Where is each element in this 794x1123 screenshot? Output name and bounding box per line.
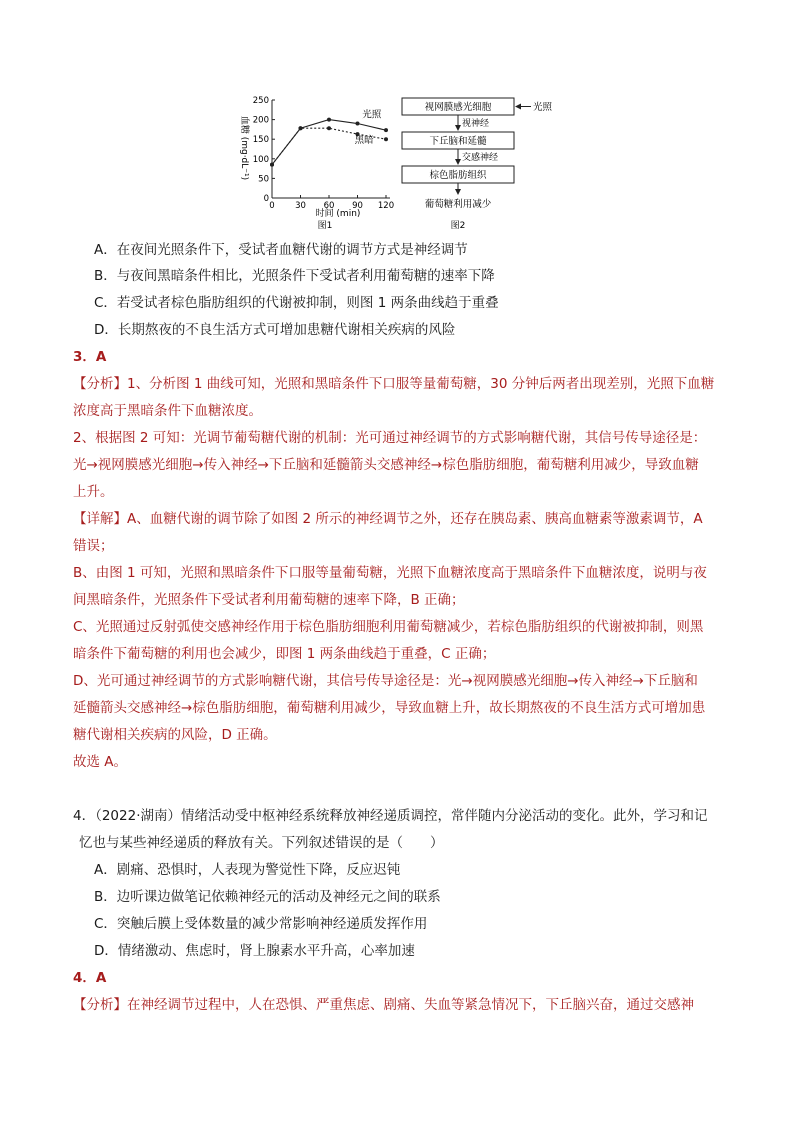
fig2-output-text: 葡萄糖利用减少 — [424, 199, 492, 210]
fig2-input-label: 光照 — [533, 102, 553, 113]
detail-line: 延髓箭头交感神经→棕色脂肪细胞，葡萄糖利用减少，导致血糖上升，故长期熬夜的不良生活方式可增加患 — [73, 700, 706, 716]
fig2-box-1-label: 视网膜感光细胞 — [424, 102, 492, 113]
fig1-ylabel: 血糖 (mg·dL⁻¹) — [239, 115, 249, 181]
analysis-line: 浓度高于黑暗条件下血糖浓度。 — [73, 403, 262, 419]
fig2-caption: 图2 — [450, 221, 466, 231]
x-tick-label: 0 — [269, 201, 275, 211]
figure1-chart — [239, 96, 394, 231]
y-tick-label: 100 — [252, 154, 269, 165]
option-b: B．与夜间黑暗条件相比，光照条件下受试者利用葡萄糖的速率下降 — [94, 268, 495, 284]
detail-line: 【详解】A、血糖代谢的调节除了如图 2 所示的神经调节之外，还存在胰岛素、胰高血糖素等激素调节，A — [73, 511, 703, 527]
question-4-stem: 4．（2022·湖南）情绪活动受中枢神经系统释放神经递质调控，常伴随内分泌活动的变化。此外，学习和记 — [73, 808, 708, 824]
analysis-line: 上升。 — [73, 484, 114, 500]
x-tick-label: 120 — [377, 201, 395, 211]
y-tick-label: 250 — [252, 96, 269, 106]
y-tick-label: 0 — [263, 194, 269, 204]
data-point — [299, 126, 303, 130]
figures — [228, 90, 568, 232]
q4-analysis-line: 【分析】在神经调节过程中，人在恐惧、严重焦虑、剧痛、失血等紧急情况下，下丘脑兴奋，通过交感神 — [73, 997, 694, 1013]
data-point — [356, 122, 360, 126]
detail-line: C、光照通过反射弧使交感神经作用于棕色脂肪细胞利用葡萄糖减少，若棕色脂肪组织的代谢被抑制，则黑 — [73, 619, 704, 635]
analysis-line: 光→视网膜感光细胞→传入神经→下丘脑和延髓箭头交感神经→棕色脂肪细胞，葡萄糖利用减少，导致血糖 — [73, 457, 699, 473]
fig2-box-3-label: 棕色脂肪组织 — [429, 170, 487, 181]
series-line-dark — [272, 128, 386, 164]
detail-line: 间黑暗条件，光照条件下受试者利用葡萄糖的速率下降，B 正确； — [73, 592, 465, 608]
fig2-arrow-2-label: 交感神经 — [462, 153, 499, 163]
q4-option-a: A．剧痛、恐惧时，人表现为警觉性下降，反应迟钝 — [94, 862, 401, 878]
answer-4: 4．A — [73, 970, 107, 986]
detail-line: 糖代谢相关疾病的风险，D 正确。 — [73, 727, 277, 743]
q4-option-d: D．情绪激动、焦虑时，肾上腺素水平升高，心率加速 — [94, 943, 415, 959]
fig2-arrow-1-label: 视神经 — [462, 119, 490, 129]
analysis-line: 2、根据图 2 可知：光调节葡萄糖代谢的机制：光可通过神经调节的方式影响糖代谢，其信号传导途径是： — [73, 430, 707, 446]
y-tick-label: 50 — [258, 174, 269, 185]
series-label: 光照 — [362, 109, 382, 121]
fig1-caption: 图1 — [317, 221, 333, 231]
x-tick-label: 60 — [323, 201, 335, 211]
y-tick-label: 150 — [252, 135, 269, 146]
y-tick-label: 200 — [252, 115, 269, 126]
detail-line: D、光可通过神经调节的方式影响糖代谢，其信号传导途径是：光→视网膜感光细胞→传入神经→下丘脑和 — [73, 673, 698, 689]
detail-line: B、由图 1 可知，光照和黑暗条件下口服等量葡萄糖，光照下血糖浓度高于黑暗条件下血糖浓度，说明与夜 — [73, 565, 707, 581]
data-point — [384, 128, 388, 132]
figure2-diagram — [402, 98, 553, 231]
q4-option-b: B．边听课边做笔记依赖神经元的活动及神经元之间的联系 — [94, 889, 441, 905]
data-point — [327, 118, 331, 122]
series-label: 黑暗 — [354, 135, 374, 147]
fig2-box-2-label: 下丘脑和延髓 — [429, 136, 487, 147]
data-point — [384, 137, 388, 141]
option-d: D．长期熬夜的不良生活方式可增加患糖代谢相关疾病的风险 — [94, 322, 456, 338]
question-4-stem: 忆也与某些神经递质的释放有关。下列叙述错误的是（ ） — [79, 835, 444, 851]
answer-3: 3．A — [73, 349, 107, 365]
q4-option-c: C．突触后膜上受体数量的减少常影响神经递质发挥作用 — [94, 916, 428, 932]
detail-line: 暗条件下葡萄糖的利用也会减少，即图 1 两条曲线趋于重叠，C 正确； — [73, 646, 496, 662]
option-a: A．在夜间光照条件下，受试者血糖代谢的调节方式是神经调节 — [94, 242, 468, 258]
x-tick-label: 90 — [352, 201, 363, 211]
analysis-line: 【分析】1、分析图 1 曲线可知，光照和黑暗条件下口服等量葡萄糖，30 分钟后两者出现差别，光照下血糖 — [73, 376, 715, 392]
data-point — [270, 163, 274, 167]
conclusion-line: 故选 A。 — [73, 754, 128, 770]
detail-line: 错误； — [73, 538, 114, 554]
data-point — [327, 126, 331, 130]
option-c: C．若受试者棕色脂肪组织的代谢被抑制，则图 1 两条曲线趋于重叠 — [94, 295, 499, 311]
x-tick-label: 30 — [295, 201, 306, 211]
fig1-xlabel: 时间 (min) — [315, 209, 361, 219]
